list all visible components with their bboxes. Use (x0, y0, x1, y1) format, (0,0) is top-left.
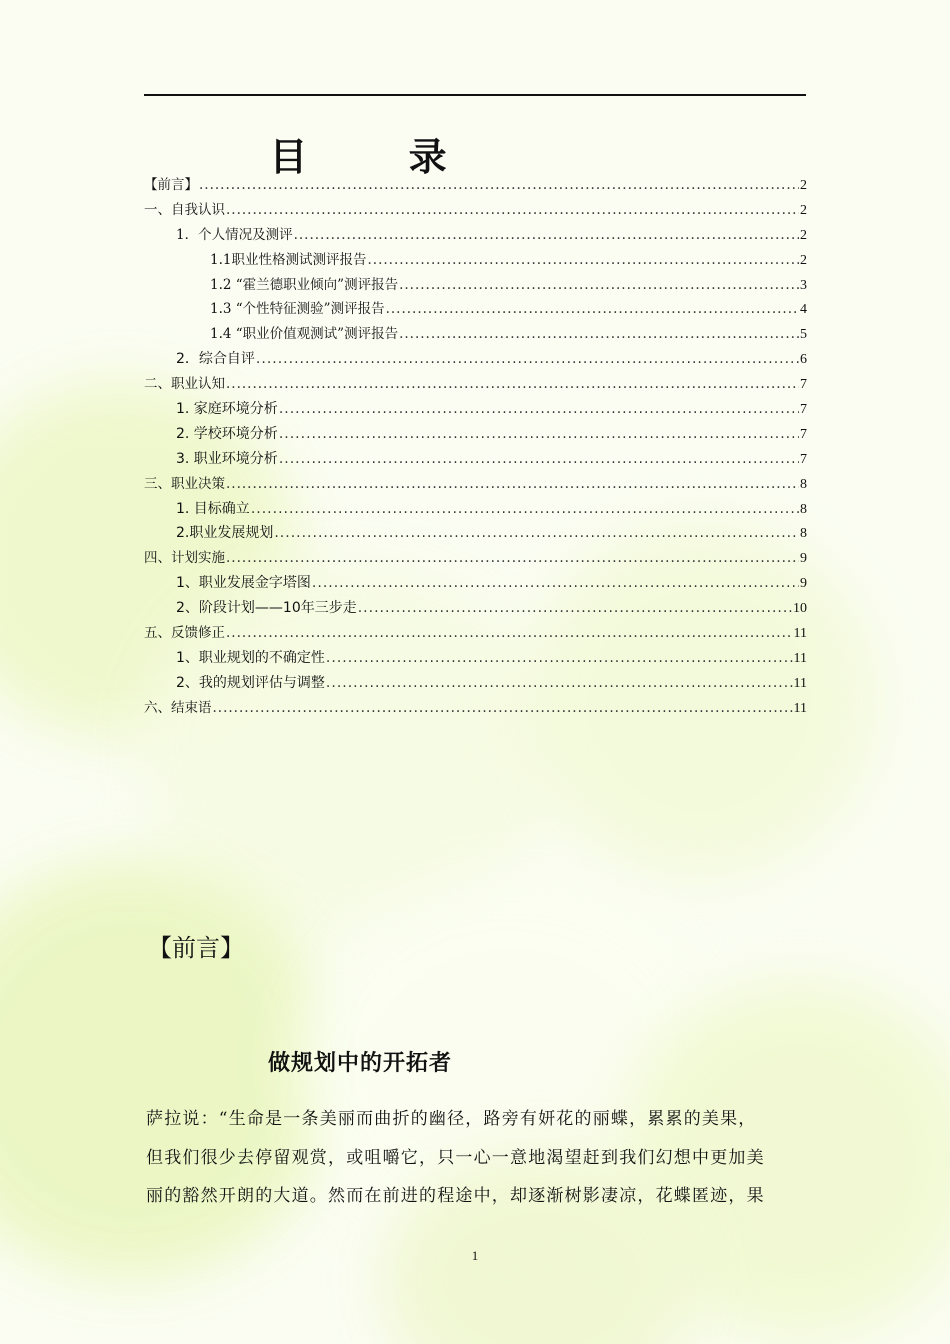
toc-entry-page: 2 (800, 178, 807, 193)
toc-entry-page: 9 (800, 551, 807, 567)
toc-leader-dots (274, 521, 799, 546)
toc-leader-dots (399, 273, 799, 298)
toc-entry-page: 11 (793, 675, 807, 691)
toc-entry[interactable] (144, 322, 807, 347)
toc-entry-label: 1.3 “个性特征测验”测评报告 (210, 301, 385, 318)
toc-leader-dots (199, 173, 799, 198)
toc-leader-dots (279, 422, 799, 447)
toc-entry-label: 1.4 “职业价值观测试”测评报告 (210, 326, 399, 343)
toc-entry-page: 8 (800, 526, 807, 542)
toc-entry-label: 2．综合自评 (176, 351, 255, 368)
toc-entry-label: 1.1职业性格测试测评报告 (210, 251, 367, 268)
toc-entry[interactable] (144, 696, 807, 721)
toc-entry-page: 4 (800, 302, 807, 318)
paragraph-line: 但我们很少去停留观赏，或咀嚼它，只一心一意地渴望赶到我们幻想中更加美 (146, 1147, 765, 1168)
toc-entry-label: 五、反馈修正 (144, 625, 225, 642)
toc-entry-page: 11 (793, 700, 807, 716)
toc-leader-dots (312, 571, 799, 596)
toc-entry[interactable] (144, 223, 807, 248)
toc-entry[interactable] (144, 546, 807, 571)
toc-entry-label: 六、结束语 (144, 699, 212, 716)
toc-entry[interactable] (144, 671, 807, 696)
toc-entry-page: 8 (800, 476, 807, 492)
essay-title: 做规划中的开拓者 (268, 1051, 453, 1076)
toc-entry[interactable] (144, 571, 807, 596)
toc-entry[interactable] (144, 347, 807, 372)
paragraph-line: 丽的豁然开朗的大道。然而在前进的程途中，却逐渐树影凄凉，花蝶匿迹，果 (146, 1186, 765, 1206)
toc-entry[interactable] (144, 372, 807, 397)
toc-entry[interactable] (144, 472, 807, 497)
toc-leader-dots (358, 596, 792, 621)
toc-entry-page: 7 (800, 451, 807, 467)
toc-leader-dots (399, 322, 799, 347)
toc-entry-label: 1.2 “霍兰德职业倾向”测评报告 (210, 276, 399, 293)
toc-entry-label: 二、职业认知 (144, 376, 225, 393)
toc-leader-dots (386, 297, 799, 322)
toc-leader-dots (251, 497, 799, 522)
toc-entry-page: 5 (800, 327, 807, 343)
header-rule (144, 94, 806, 96)
toc-leader-dots (226, 621, 793, 646)
toc-entry-page: 2 (800, 202, 807, 218)
page-number: 1 (471, 1248, 479, 1263)
toc-entry-label: 1、职业规划的不确定性 (176, 649, 325, 666)
toc-entry-page: 7 (800, 377, 807, 393)
toc-title: 目 录 (269, 135, 491, 179)
toc-entry[interactable] (144, 447, 807, 472)
toc-entry-page: 8 (800, 501, 807, 517)
toc-entry[interactable] (144, 273, 807, 298)
toc-entry[interactable] (144, 497, 807, 522)
preface-paragraph (146, 1100, 836, 1216)
toc-entry-label: 四、计划实施 (144, 550, 225, 567)
table-of-contents (144, 173, 807, 721)
toc-entry-page: 9 (800, 576, 807, 592)
toc-leader-dots (279, 397, 799, 422)
toc-leader-dots (226, 372, 799, 397)
toc-entry-page: 10 (793, 601, 807, 617)
toc-entry[interactable] (144, 646, 807, 671)
toc-entry[interactable] (144, 596, 807, 621)
toc-leader-dots (256, 347, 799, 372)
toc-entry-label: 1. 家庭环境分析 (176, 401, 278, 418)
toc-entry-label: 1、职业发展金字塔图 (176, 575, 311, 592)
preface-heading: 【前言】 (148, 934, 244, 962)
toc-entry[interactable] (144, 422, 807, 447)
toc-entry-label: 3. 职业环境分析 (176, 450, 278, 467)
toc-entry[interactable] (144, 621, 807, 646)
toc-entry-page: 6 (800, 352, 807, 368)
toc-leader-dots (226, 546, 799, 571)
toc-entry[interactable] (144, 297, 807, 322)
toc-entry-label: 2. 学校环境分析 (176, 425, 278, 442)
toc-entry[interactable] (144, 521, 807, 546)
toc-entry[interactable] (144, 198, 807, 223)
toc-entry-page: 2 (800, 252, 807, 268)
toc-entry-label: 【前言】 (144, 177, 198, 193)
toc-entry-label: 1. 目标确立 (176, 500, 250, 517)
toc-leader-dots (213, 696, 793, 721)
toc-entry-page: 11 (793, 650, 807, 666)
toc-entry-page: 11 (793, 626, 807, 642)
toc-leader-dots (226, 472, 799, 497)
toc-entry-label: 1．个人情况及测评 (176, 226, 293, 243)
toc-entry[interactable] (144, 173, 807, 198)
toc-entry-page: 2 (800, 227, 807, 243)
toc-entry-page: 3 (800, 277, 807, 293)
toc-leader-dots (367, 248, 799, 273)
toc-leader-dots (294, 223, 799, 248)
toc-entry[interactable] (144, 397, 807, 422)
toc-entry-label: 三、职业决策 (144, 475, 225, 492)
toc-leader-dots (326, 646, 793, 671)
toc-leader-dots (226, 198, 799, 223)
toc-entry-label: 2.职业发展规划 (176, 525, 274, 542)
toc-leader-dots (326, 671, 793, 696)
paragraph-line: 萨拉说：“生命是一条美丽而曲折的幽径，路旁有妍花的丽蝶，累累的美果， (146, 1109, 757, 1129)
toc-entry-page: 7 (800, 402, 807, 418)
toc-entry-label: 一、自我认识 (144, 201, 225, 218)
toc-entry-page: 7 (800, 426, 807, 442)
toc-leader-dots (279, 447, 799, 472)
toc-entry-label: 2、阶段计划——10年三步走 (176, 600, 357, 617)
toc-entry-label: 2、我的规划评估与调整 (176, 674, 325, 691)
toc-entry[interactable] (144, 248, 807, 273)
